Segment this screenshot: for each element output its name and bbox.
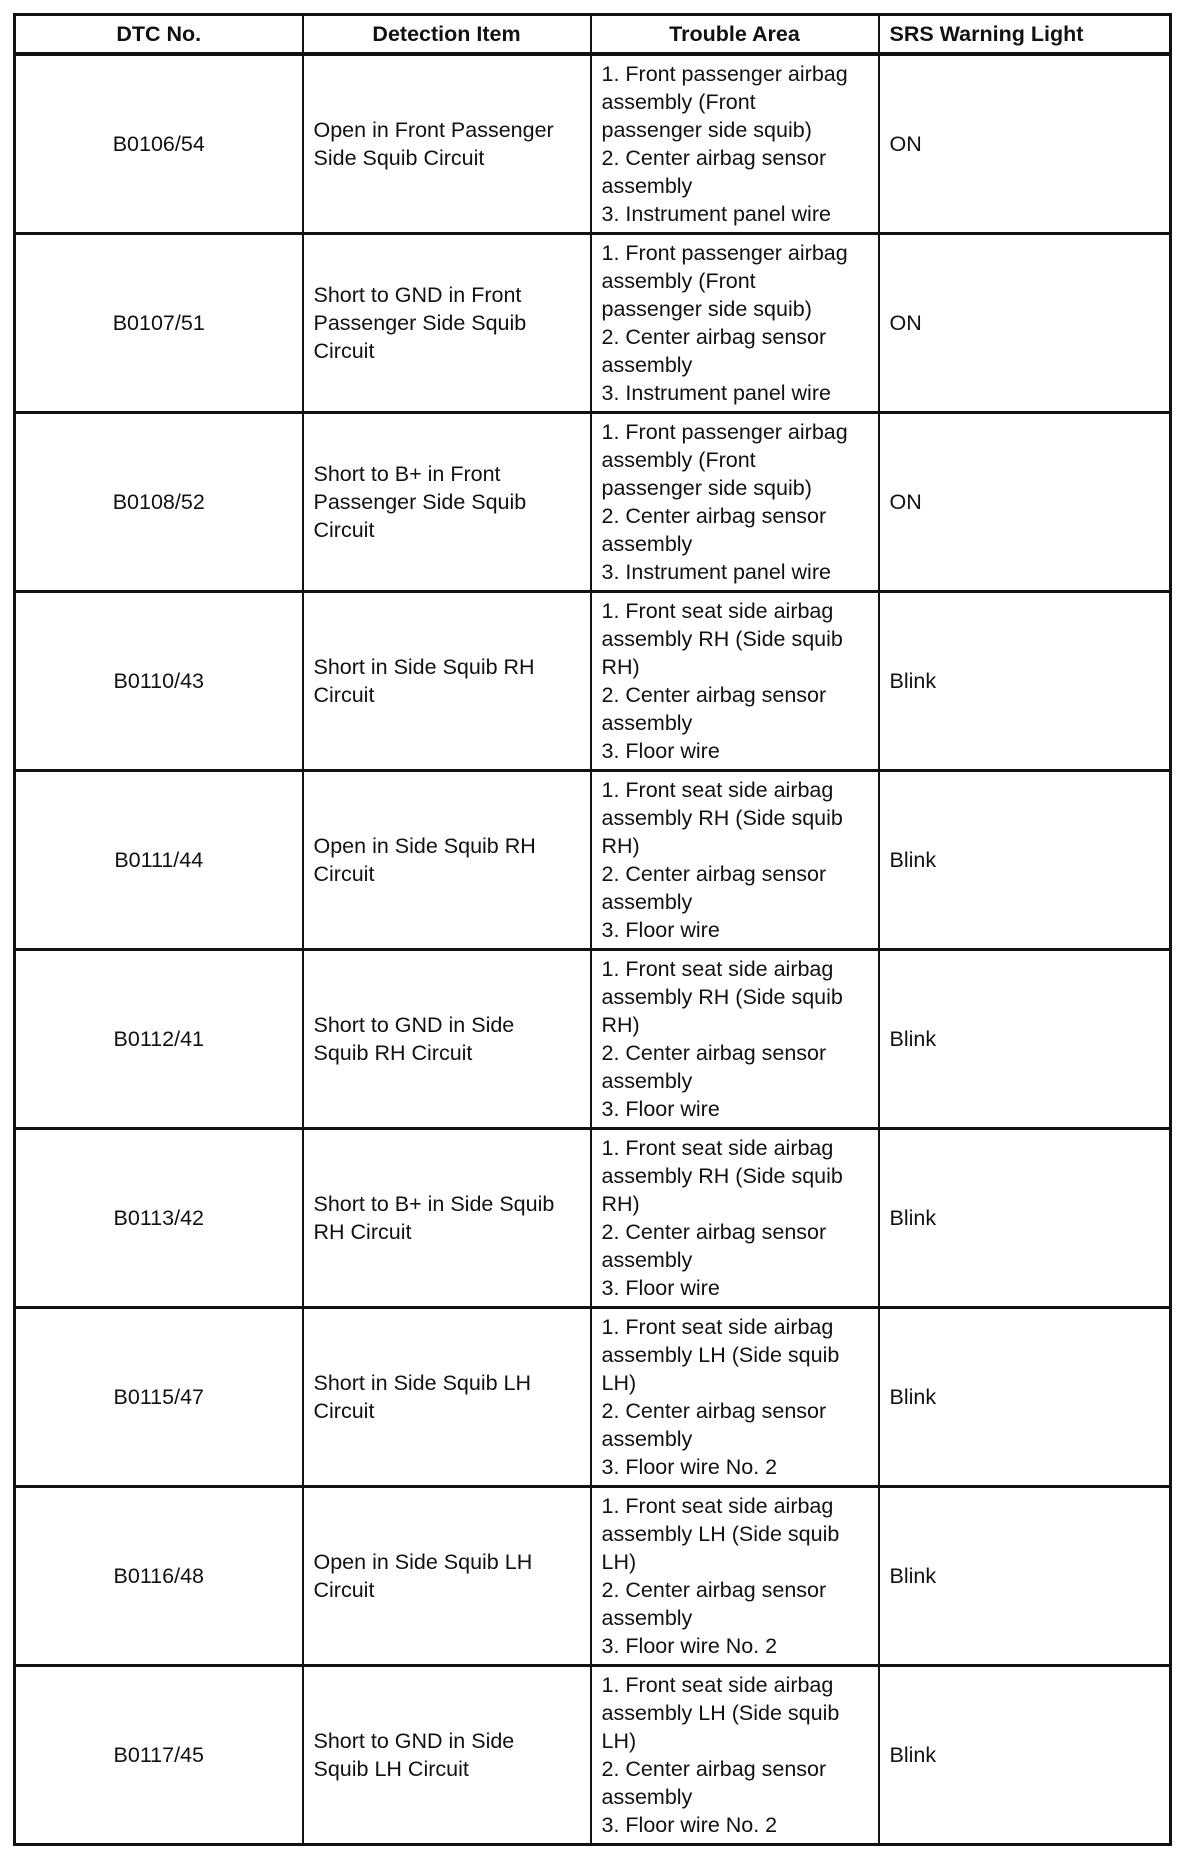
trouble-area-line: 1. Front seat side airbag bbox=[601, 957, 834, 981]
trouble-area-line: 3. Instrument panel wire bbox=[601, 381, 831, 405]
detection-item-line: Short to GND in Side bbox=[313, 1013, 515, 1037]
detection-item-line: Circuit bbox=[313, 339, 375, 363]
detection-item-line: Open in Side Squib RH bbox=[313, 834, 536, 858]
detection-item-line: Short in Side Squib RH bbox=[313, 655, 535, 679]
trouble-area-line: 1. Front seat side airbag bbox=[601, 1673, 834, 1697]
srs-warning-light-cell: ON bbox=[879, 54, 1171, 234]
trouble-area-line: 3. Floor wire No. 2 bbox=[601, 1634, 778, 1658]
srs-warning-light-cell: ON bbox=[879, 234, 1171, 413]
trouble-area-line: 2. Center airbag sensor bbox=[601, 862, 827, 886]
detection-item-cell bbox=[303, 413, 591, 592]
dtc-number-cell: B0113/42 bbox=[15, 1129, 303, 1308]
trouble-area-cell bbox=[591, 413, 879, 592]
table-row bbox=[15, 771, 1171, 950]
trouble-area-line: 1. Front seat side airbag bbox=[601, 1315, 834, 1339]
dtc-number-cell: B0115/47 bbox=[15, 1308, 303, 1487]
dtc-number-cell: B0111/44 bbox=[15, 771, 303, 950]
trouble-area-line: assembly bbox=[601, 711, 693, 735]
trouble-area-line: 2. Center airbag sensor bbox=[601, 146, 827, 170]
dtc-number-cell: B0116/48 bbox=[15, 1487, 303, 1666]
trouble-area-cell bbox=[591, 1308, 879, 1487]
srs-warning-light-cell: Blink bbox=[879, 592, 1171, 771]
detection-item-line: Passenger Side Squib bbox=[313, 490, 527, 514]
trouble-area-line: assembly RH (Side squib bbox=[601, 627, 843, 651]
trouble-area-line: assembly LH (Side squib bbox=[601, 1701, 840, 1725]
detection-item-cell bbox=[303, 1487, 591, 1666]
trouble-area-line: assembly RH (Side squib bbox=[601, 1164, 843, 1188]
trouble-area-line: assembly bbox=[601, 1248, 693, 1272]
table-row bbox=[15, 54, 1171, 234]
detection-item-line: Short to B+ in Front bbox=[313, 462, 501, 486]
dtc-number-cell: B0106/54 bbox=[15, 54, 303, 234]
trouble-area-line: 1. Front seat side airbag bbox=[601, 778, 834, 802]
table-header-row bbox=[15, 15, 1171, 55]
trouble-area-line: assembly RH (Side squib bbox=[601, 806, 843, 830]
trouble-area-cell bbox=[591, 771, 879, 950]
detection-item-line: Short to GND in Front bbox=[313, 283, 522, 307]
trouble-area-line: 2. Center airbag sensor bbox=[601, 325, 827, 349]
detection-item-line: Short to B+ in Side Squib bbox=[313, 1192, 555, 1216]
trouble-area-line: LH) bbox=[601, 1729, 637, 1753]
trouble-area-line: RH) bbox=[601, 834, 640, 858]
detection-item-line: Circuit bbox=[313, 862, 375, 886]
dtc-number-cell: B0108/52 bbox=[15, 413, 303, 592]
srs-warning-light-cell: Blink bbox=[879, 950, 1171, 1129]
detection-item-line: Circuit bbox=[313, 518, 375, 542]
trouble-area-line: 3. Instrument panel wire bbox=[601, 202, 831, 226]
trouble-area-line: assembly bbox=[601, 532, 693, 556]
trouble-area-cell bbox=[591, 1129, 879, 1308]
srs-warning-light-cell: Blink bbox=[879, 1308, 1171, 1487]
table-row bbox=[15, 413, 1171, 592]
detection-item-cell bbox=[303, 771, 591, 950]
trouble-area-line: assembly bbox=[601, 890, 693, 914]
trouble-area-line: 3. Floor wire bbox=[601, 1276, 720, 1300]
table-row bbox=[15, 1666, 1171, 1845]
trouble-area-cell bbox=[591, 592, 879, 771]
trouble-area-line: 3. Floor wire bbox=[601, 918, 720, 942]
trouble-area-line: 3. Floor wire bbox=[601, 739, 720, 763]
table-row bbox=[15, 592, 1171, 771]
trouble-area-cell bbox=[591, 1487, 879, 1666]
trouble-area-line: 2. Center airbag sensor bbox=[601, 1399, 827, 1423]
dtc-table bbox=[13, 13, 1172, 1846]
trouble-area-line: 1. Front passenger airbag bbox=[601, 241, 848, 265]
table-row bbox=[15, 234, 1171, 413]
trouble-area-line: passenger side squib) bbox=[601, 118, 812, 142]
detection-item-line: Open in Side Squib LH bbox=[313, 1550, 533, 1574]
trouble-area-line: 2. Center airbag sensor bbox=[601, 1578, 827, 1602]
dtc-number-cell: B0107/51 bbox=[15, 234, 303, 413]
srs-warning-light-cell: Blink bbox=[879, 1129, 1171, 1308]
detection-item-line: Squib LH Circuit bbox=[313, 1757, 469, 1781]
srs-warning-light-cell: Blink bbox=[879, 1487, 1171, 1666]
trouble-area-line: 1. Front passenger airbag bbox=[601, 62, 848, 86]
detection-item-line: Passenger Side Squib bbox=[313, 311, 527, 335]
dtc-number-cell: B0110/43 bbox=[15, 592, 303, 771]
dtc-number-cell: B0112/41 bbox=[15, 950, 303, 1129]
trouble-area-line: 1. Front seat side airbag bbox=[601, 1136, 834, 1160]
table-row bbox=[15, 950, 1171, 1129]
srs-warning-light-cell: ON bbox=[879, 413, 1171, 592]
detection-item-line: Open in Front Passenger bbox=[313, 118, 554, 142]
trouble-area-line: RH) bbox=[601, 1013, 640, 1037]
trouble-area-line: 2. Center airbag sensor bbox=[601, 504, 827, 528]
trouble-area-line: assembly bbox=[601, 353, 693, 377]
table-row bbox=[15, 1129, 1171, 1308]
trouble-area-line: assembly bbox=[601, 1069, 693, 1093]
trouble-area-line: assembly bbox=[601, 174, 693, 198]
trouble-area-line: 3. Floor wire No. 2 bbox=[601, 1813, 778, 1837]
header-dtc-no: DTC No. bbox=[15, 15, 303, 55]
detection-item-line: Side Squib Circuit bbox=[313, 146, 485, 170]
table-row bbox=[15, 1487, 1171, 1666]
trouble-area-line: 3. Floor wire No. 2 bbox=[601, 1455, 778, 1479]
trouble-area-line: assembly (Front bbox=[601, 269, 756, 293]
trouble-area-line: assembly bbox=[601, 1606, 693, 1630]
trouble-area-line: 1. Front seat side airbag bbox=[601, 599, 834, 623]
trouble-area-line: RH) bbox=[601, 655, 640, 679]
trouble-area-line: assembly bbox=[601, 1427, 693, 1451]
trouble-area-line: assembly (Front bbox=[601, 90, 756, 114]
detection-item-cell bbox=[303, 54, 591, 234]
trouble-area-line: 1. Front seat side airbag bbox=[601, 1494, 834, 1518]
trouble-area-line: 3. Instrument panel wire bbox=[601, 560, 831, 584]
trouble-area-line: assembly (Front bbox=[601, 448, 756, 472]
detection-item-line: Short in Side Squib LH bbox=[313, 1371, 532, 1395]
trouble-area-line: 1. Front passenger airbag bbox=[601, 420, 848, 444]
trouble-area-line: 2. Center airbag sensor bbox=[601, 1041, 827, 1065]
header-srs-warning-light: SRS Warning Light bbox=[879, 15, 1171, 55]
trouble-area-line: assembly LH (Side squib bbox=[601, 1522, 840, 1546]
detection-item-cell bbox=[303, 1129, 591, 1308]
srs-warning-light-cell: Blink bbox=[879, 1666, 1171, 1845]
table-row bbox=[15, 1308, 1171, 1487]
trouble-area-line: assembly LH (Side squib bbox=[601, 1343, 840, 1367]
detection-item-line: Circuit bbox=[313, 1578, 375, 1602]
trouble-area-cell bbox=[591, 1666, 879, 1845]
trouble-area-line: RH) bbox=[601, 1192, 640, 1216]
detection-item-line: Squib RH Circuit bbox=[313, 1041, 473, 1065]
header-detection-item: Detection Item bbox=[303, 15, 591, 55]
trouble-area-line: LH) bbox=[601, 1550, 637, 1574]
table-body bbox=[15, 54, 1171, 1845]
dtc-number-cell: B0117/45 bbox=[15, 1666, 303, 1845]
trouble-area-cell bbox=[591, 950, 879, 1129]
dtc-table-sheet bbox=[13, 13, 1169, 1846]
detection-item-line: Circuit bbox=[313, 1399, 375, 1423]
trouble-area-cell bbox=[591, 54, 879, 234]
trouble-area-line: LH) bbox=[601, 1371, 637, 1395]
trouble-area-cell bbox=[591, 234, 879, 413]
detection-item-cell bbox=[303, 592, 591, 771]
detection-item-cell bbox=[303, 1308, 591, 1487]
trouble-area-line: 2. Center airbag sensor bbox=[601, 1757, 827, 1781]
detection-item-line: Short to GND in Side bbox=[313, 1729, 515, 1753]
header-trouble-area: Trouble Area bbox=[591, 15, 879, 55]
trouble-area-line: assembly RH (Side squib bbox=[601, 985, 843, 1009]
trouble-area-line: 3. Floor wire bbox=[601, 1097, 720, 1121]
trouble-area-line: passenger side squib) bbox=[601, 476, 812, 500]
detection-item-cell bbox=[303, 950, 591, 1129]
detection-item-cell bbox=[303, 1666, 591, 1845]
trouble-area-line: 2. Center airbag sensor bbox=[601, 1220, 827, 1244]
detection-item-cell bbox=[303, 234, 591, 413]
trouble-area-line: assembly bbox=[601, 1785, 693, 1809]
trouble-area-line: passenger side squib) bbox=[601, 297, 812, 321]
detection-item-line: RH Circuit bbox=[313, 1220, 412, 1244]
detection-item-line: Circuit bbox=[313, 683, 375, 707]
srs-warning-light-cell: Blink bbox=[879, 771, 1171, 950]
trouble-area-line: 2. Center airbag sensor bbox=[601, 683, 827, 707]
